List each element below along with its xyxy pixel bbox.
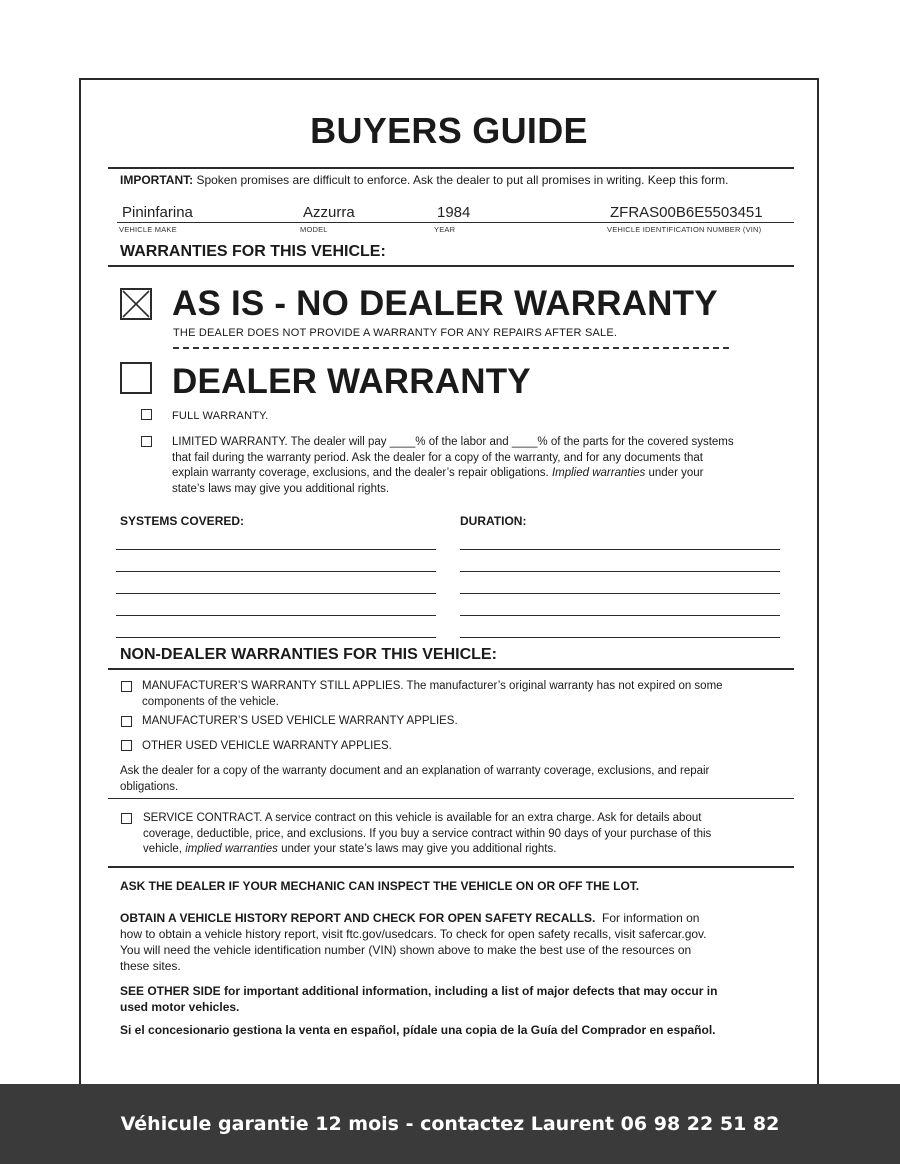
vehicle-year-label: YEAR xyxy=(434,225,456,234)
as-is-checkbox[interactable] xyxy=(120,288,152,320)
divider xyxy=(108,668,794,670)
systems-covered-label: SYSTEMS COVERED: xyxy=(120,514,245,528)
other-warranty-text: OTHER USED VEHICLE WARRANTY APPLIES. xyxy=(142,740,392,752)
systems-covered-line[interactable] xyxy=(116,571,436,572)
vehicle-make-value: Pininfarina xyxy=(122,204,193,221)
systems-covered-line[interactable] xyxy=(116,549,436,550)
duration-line[interactable] xyxy=(460,593,780,594)
warranty-note: Ask the dealer for a copy of the warranty document and an explanation of warranty coverage, exclusions, and repair obligations. xyxy=(120,765,710,793)
manufacturer-warranty-text: MANUFACTURER’S WARRANTY STILL APPLIES. The manufacturer’s original warranty has not expired on some components of the vehicle. xyxy=(142,680,723,708)
dealer-warranty-checkbox[interactable] xyxy=(120,362,152,394)
limited-warranty-line: state’s laws may give you additional rights. xyxy=(172,482,390,495)
limited-warranty-line: that fail during the warranty period. Ask the dealer for a copy of the warranty, and for any documents that xyxy=(172,451,703,464)
used-vehicle-warranty-text: MANUFACTURER’S USED VEHICLE WARRANTY APPLIES. xyxy=(142,715,458,727)
duration-line[interactable] xyxy=(460,549,780,550)
non-dealer-heading: NON-DEALER WARRANTIES FOR THIS VEHICLE: xyxy=(120,646,497,663)
page-title: BUYERS GUIDE xyxy=(310,110,588,151)
service-contract-text: SERVICE CONTRACT. A service contract on this vehicle is available for an extra charge. Ask for details about coverage, deductible, price, and exclusions. If you buy a service contract within 90 days of your purchase of this vehicle, implied warranties under your state’s laws may give you additional rights. xyxy=(143,812,712,855)
mechanic-notice: ASK THE DEALER IF YOUR MECHANIC CAN INSPECT THE VEHICLE ON OR OFF THE LOT. xyxy=(120,879,640,893)
divider xyxy=(108,167,794,169)
vehicle-info-underline xyxy=(117,222,794,223)
full-warranty-checkbox[interactable] xyxy=(141,409,152,420)
duration-line[interactable] xyxy=(460,571,780,572)
service-contract-checkbox[interactable] xyxy=(121,813,132,824)
vehicle-make-label: VEHICLE MAKE xyxy=(119,225,177,234)
as-is-heading: AS IS - NO DEALER WARRANTY xyxy=(172,284,718,323)
duration-line[interactable] xyxy=(460,637,780,638)
warranties-heading: WARRANTIES FOR THIS VEHICLE: xyxy=(120,243,386,260)
duration-label: DURATION: xyxy=(460,514,527,528)
history-report-notice: OBTAIN A VEHICLE HISTORY REPORT AND CHECK FOR OPEN SAFETY RECALLS. For information on how to obtain a vehicle history report, visit ftc.gov/usedcars. To check for open safety recalls, visit safercar.gov. You will need the vehicle identification number (VIN) shown above to make the best use of the resources on these sites. xyxy=(120,911,707,973)
divider xyxy=(108,798,794,799)
important-text: Spoken promises are difficult to enforce. Ask the dealer to put all promises in writing. Keep this form. xyxy=(196,173,729,187)
limited-warranty-text xyxy=(172,435,792,497)
other-side-notice: SEE OTHER SIDE for important additional information, including a list of major defects that may occur in used motor vehicles. xyxy=(120,984,718,1014)
contact-banner: Véhicule garantie 12 mois - contactez Laurent 06 98 22 51 82 xyxy=(0,1084,900,1164)
check-x-icon xyxy=(122,290,150,318)
as-is-subtext: THE DEALER DOES NOT PROVIDE A WARRANTY FOR ANY REPAIRS AFTER SALE. xyxy=(173,327,618,339)
systems-covered-line[interactable] xyxy=(116,615,436,616)
dealer-warranty-heading: DEALER WARRANTY xyxy=(172,362,531,401)
limited-warranty-line: explain warranty coverage, exclusions, and the dealer’s repair obligations. Implied warranties under your xyxy=(172,467,704,479)
full-warranty-label: FULL WARRANTY. xyxy=(172,410,269,422)
duration-line[interactable] xyxy=(460,615,780,616)
limited-warranty-checkbox[interactable] xyxy=(141,436,152,447)
vehicle-vin-value: ZFRAS00B6E5503451 xyxy=(610,204,763,221)
vehicle-model-value: Azzurra xyxy=(303,204,355,221)
important-label: IMPORTANT: xyxy=(120,173,194,187)
vehicle-year-value: 1984 xyxy=(437,204,471,221)
divider xyxy=(108,265,794,267)
vehicle-model-label: MODEL xyxy=(300,225,328,234)
manufacturer-warranty-checkbox[interactable] xyxy=(121,681,132,692)
buyers-guide-form xyxy=(79,78,819,1098)
used-vehicle-warranty-checkbox[interactable] xyxy=(121,716,132,727)
divider xyxy=(108,866,794,868)
important-notice xyxy=(120,173,729,187)
limited-warranty-line: LIMITED WARRANTY. The dealer will pay ____% of the labor and ____% of the parts for the covered systems xyxy=(172,436,734,448)
spanish-notice: Si el concesionario gestiona la venta en español, pídale una copia de la Guía del Comprador en español. xyxy=(120,1023,716,1037)
systems-covered-line[interactable] xyxy=(116,593,436,594)
vehicle-vin-label: VEHICLE IDENTIFICATION NUMBER (VIN) xyxy=(607,225,762,234)
systems-covered-line[interactable] xyxy=(116,637,436,638)
other-warranty-checkbox[interactable] xyxy=(121,740,132,751)
dashed-divider xyxy=(173,347,729,349)
